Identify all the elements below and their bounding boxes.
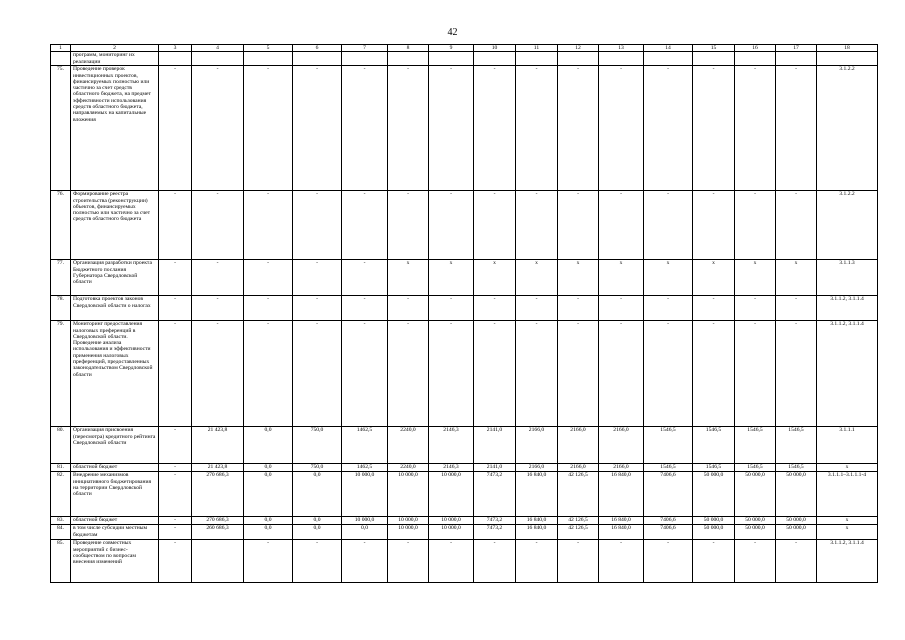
value-cell: - xyxy=(599,321,644,427)
value-cell: - xyxy=(388,296,429,321)
value-cell xyxy=(192,52,244,66)
value-cell: 1546,5 xyxy=(776,427,817,464)
value-cell: - xyxy=(776,321,817,427)
value-cell: 21 423,8 xyxy=(192,464,244,472)
value-cell xyxy=(293,52,342,66)
value-cell: 270 686,3 xyxy=(192,517,244,525)
value-cell xyxy=(735,52,776,66)
row-number: 77. xyxy=(51,260,71,296)
value-cell: 42 126,5 xyxy=(558,472,599,517)
target-ref xyxy=(817,52,878,66)
value-cell: - xyxy=(159,517,192,525)
row-name: Мониторинг предоставления налоговых преференций в Свердловской области. Проведение анализа использования и эффективности применения налоговых преференций, предоставленных законодательством Свердловской области xyxy=(71,321,159,427)
row-number: 83. xyxy=(51,517,71,525)
value-cell: - xyxy=(474,191,516,260)
value-cell: 16 840,0 xyxy=(516,517,558,525)
value-cell: - xyxy=(599,296,644,321)
value-cell xyxy=(429,52,474,66)
value-cell: - xyxy=(474,540,516,583)
value-cell: - xyxy=(293,191,342,260)
value-cell: - xyxy=(388,321,429,427)
value-cell: - xyxy=(159,472,192,517)
value-cell: 1462,5 xyxy=(342,464,388,472)
value-cell xyxy=(516,52,558,66)
value-cell: - xyxy=(644,321,693,427)
value-cell xyxy=(599,52,644,66)
value-cell: 16 840,0 xyxy=(599,472,644,517)
value-cell xyxy=(474,52,516,66)
value-cell: - xyxy=(693,540,735,583)
value-cell: 0,0 xyxy=(293,525,342,540)
value-cell: 2166,0 xyxy=(516,427,558,464)
value-cell: - xyxy=(644,191,693,260)
value-cell: x xyxy=(516,260,558,296)
row-number: 75. xyxy=(51,66,71,191)
value-cell: - xyxy=(474,296,516,321)
value-cell: 0,0 xyxy=(244,464,293,472)
header-cell: 17 xyxy=(776,45,817,52)
header-cell: 9 xyxy=(429,45,474,52)
value-cell: 750,0 xyxy=(293,427,342,464)
value-cell: x xyxy=(558,260,599,296)
row-name: Проведение совместных мероприятий с бизнес-сообществом по вопросам внесения изменений xyxy=(71,540,159,583)
value-cell: - xyxy=(159,525,192,540)
value-cell: 10 000,0 xyxy=(388,517,429,525)
value-cell: 10 000,0 xyxy=(429,517,474,525)
value-cell: 0,0 xyxy=(293,517,342,525)
header-cell: 15 xyxy=(693,45,735,52)
row-name: Внедрение механизмов инициативного бюджетирования на территории Свердловской области xyxy=(71,472,159,517)
value-cell: - xyxy=(429,191,474,260)
target-ref: 3.1.1.2, 3.1.1.4 xyxy=(817,296,878,321)
value-cell: 1546,5 xyxy=(644,427,693,464)
value-cell: - xyxy=(599,540,644,583)
value-cell: - xyxy=(693,296,735,321)
value-cell: x xyxy=(693,260,735,296)
row-number: 81. xyxy=(51,464,71,472)
value-cell: 10 000,0 xyxy=(342,517,388,525)
table-row xyxy=(51,472,878,517)
header-cell: 2 xyxy=(71,45,159,52)
row-name: Подготовка проектов законов Свердловской области о налогах xyxy=(71,296,159,321)
value-cell: - xyxy=(516,296,558,321)
value-cell: - xyxy=(516,321,558,427)
value-cell: 1546,5 xyxy=(735,464,776,472)
value-cell: 1546,5 xyxy=(693,464,735,472)
target-ref: x xyxy=(817,525,878,540)
value-cell: 270 686,3 xyxy=(192,472,244,517)
header-cell: 11 xyxy=(516,45,558,52)
table-row xyxy=(51,52,878,66)
value-cell: 50 000,0 xyxy=(776,472,817,517)
value-cell xyxy=(644,52,693,66)
table-row xyxy=(51,321,878,427)
target-ref: x xyxy=(817,517,878,525)
value-cell: - xyxy=(776,540,817,583)
target-ref: 3.1.2.2 xyxy=(817,66,878,191)
value-cell: 2166,0 xyxy=(558,464,599,472)
value-cell: 0,0 xyxy=(342,525,388,540)
value-cell: - xyxy=(159,296,192,321)
value-cell: 7406,6 xyxy=(644,472,693,517)
value-cell: - xyxy=(342,191,388,260)
value-cell xyxy=(342,52,388,66)
row-number: 84. xyxy=(51,525,71,540)
program-table xyxy=(50,44,878,583)
value-cell: - xyxy=(735,191,776,260)
value-cell: 2240,0 xyxy=(388,464,429,472)
value-cell: 1546,5 xyxy=(735,427,776,464)
value-cell: - xyxy=(244,540,293,583)
value-cell: - xyxy=(388,191,429,260)
value-cell: - xyxy=(558,540,599,583)
value-cell: 10 000,0 xyxy=(342,472,388,517)
value-cell: - xyxy=(429,66,474,191)
table-row xyxy=(51,66,878,191)
header-cell: 7 xyxy=(342,45,388,52)
row-number: 79. xyxy=(51,321,71,427)
header-cell: 14 xyxy=(644,45,693,52)
value-cell: - xyxy=(693,191,735,260)
value-cell: 16 840,0 xyxy=(516,525,558,540)
value-cell: - xyxy=(776,191,817,260)
header-cell: 6 xyxy=(293,45,342,52)
row-number: 85. xyxy=(51,540,71,583)
value-cell: - xyxy=(192,66,244,191)
value-cell: 50 000,0 xyxy=(776,517,817,525)
value-cell: - xyxy=(244,260,293,296)
table-row xyxy=(51,427,878,464)
value-cell: x xyxy=(735,260,776,296)
value-cell: 50 000,0 xyxy=(735,525,776,540)
value-cell xyxy=(244,52,293,66)
value-cell: - xyxy=(388,66,429,191)
header-cell: 1 xyxy=(51,45,71,52)
value-cell: - xyxy=(342,296,388,321)
value-cell: 2166,0 xyxy=(599,464,644,472)
value-cell: - xyxy=(159,321,192,427)
value-cell: 750,0 xyxy=(293,464,342,472)
value-cell: - xyxy=(429,321,474,427)
value-cell: x xyxy=(644,260,693,296)
table-row xyxy=(51,540,878,583)
value-cell: - xyxy=(776,296,817,321)
value-cell: - xyxy=(244,296,293,321)
value-cell: 2146,3 xyxy=(429,464,474,472)
value-cell: 2141,0 xyxy=(474,427,516,464)
target-ref: 3.1.2.2 xyxy=(817,191,878,260)
value-cell: - xyxy=(159,260,192,296)
table-row xyxy=(51,464,878,472)
value-cell: - xyxy=(558,321,599,427)
value-cell: - xyxy=(342,260,388,296)
row-name: Формирование реестра строительства (реконструкции) объектов, финансируемых полностью или частично за счет средств областного бюджета xyxy=(71,191,159,260)
value-cell: - xyxy=(159,540,192,583)
value-cell xyxy=(558,52,599,66)
value-cell: 21 423,8 xyxy=(192,427,244,464)
value-cell: - xyxy=(474,321,516,427)
value-cell: 260 686,3 xyxy=(192,525,244,540)
row-number: 76. xyxy=(51,191,71,260)
value-cell: - xyxy=(735,66,776,191)
value-cell: - xyxy=(159,191,192,260)
row-name: в том числе субсидии местным бюджетам xyxy=(71,525,159,540)
header-cell: 16 xyxy=(735,45,776,52)
target-ref: 3.1.1.3 xyxy=(817,260,878,296)
row-name: Проведение проверок инвестиционных проектов, финансируемых полностью или частично за счет средств областного бюджета, на предмет эффективности использования средств областного бюджета, направляемых на капитальные вложения xyxy=(71,66,159,191)
value-cell: 1462,5 xyxy=(342,427,388,464)
header-cell: 3 xyxy=(159,45,192,52)
value-cell: 2166,0 xyxy=(558,427,599,464)
value-cell: - xyxy=(342,66,388,191)
value-cell: 50 000,0 xyxy=(693,525,735,540)
value-cell: 50 000,0 xyxy=(735,472,776,517)
value-cell: - xyxy=(474,66,516,191)
header-cell: 12 xyxy=(558,45,599,52)
value-cell: - xyxy=(429,540,474,583)
page-number: 42 xyxy=(447,27,458,38)
value-cell: - xyxy=(693,66,735,191)
target-ref: x xyxy=(817,464,878,472)
target-ref: 3.1.1.1–3.1.1.1-4 xyxy=(817,472,878,517)
value-cell: x xyxy=(776,260,817,296)
value-cell: - xyxy=(693,321,735,427)
value-cell: - xyxy=(516,191,558,260)
value-cell: x xyxy=(429,260,474,296)
value-cell xyxy=(776,52,817,66)
value-cell: 2166,0 xyxy=(599,427,644,464)
value-cell: - xyxy=(735,296,776,321)
row-number: 82. xyxy=(51,472,71,517)
value-cell: 1546,5 xyxy=(776,464,817,472)
value-cell: - xyxy=(644,296,693,321)
value-cell: - xyxy=(735,321,776,427)
value-cell: - xyxy=(516,66,558,191)
value-cell: 42 126,5 xyxy=(558,525,599,540)
value-cell: 0,0 xyxy=(244,427,293,464)
header-cell: 13 xyxy=(599,45,644,52)
value-cell: 10 000,0 xyxy=(388,472,429,517)
value-cell: 16 840,0 xyxy=(599,517,644,525)
value-cell: 10 000,0 xyxy=(429,525,474,540)
value-cell: 7473,2 xyxy=(474,525,516,540)
value-cell: 50 000,0 xyxy=(693,517,735,525)
value-cell: - xyxy=(342,321,388,427)
value-cell xyxy=(192,540,244,583)
value-cell: - xyxy=(244,321,293,427)
value-cell: x xyxy=(388,260,429,296)
value-cell: - xyxy=(244,66,293,191)
target-ref: 3.1.1.2, 3.1.1.4 xyxy=(817,540,878,583)
value-cell: 50 000,0 xyxy=(693,472,735,517)
value-cell: - xyxy=(644,66,693,191)
table-row xyxy=(51,191,878,260)
value-cell: - xyxy=(342,540,388,583)
value-cell: - xyxy=(558,296,599,321)
value-cell: - xyxy=(159,66,192,191)
table-row xyxy=(51,525,878,540)
value-cell: - xyxy=(599,191,644,260)
header-cell: 10 xyxy=(474,45,516,52)
row-name: областной бюджет xyxy=(71,464,159,472)
value-cell: 7406,6 xyxy=(644,525,693,540)
value-cell: 16 840,0 xyxy=(516,472,558,517)
value-cell: - xyxy=(429,296,474,321)
table-row xyxy=(51,260,878,296)
value-cell: - xyxy=(558,191,599,260)
value-cell: 2166,0 xyxy=(516,464,558,472)
value-cell: 16 840,0 xyxy=(599,525,644,540)
value-cell: - xyxy=(558,66,599,191)
value-cell: 2141,0 xyxy=(474,464,516,472)
value-cell: 7473,2 xyxy=(474,517,516,525)
header-cell: 8 xyxy=(388,45,429,52)
value-cell: 0,0 xyxy=(293,472,342,517)
target-ref: 3.1.1.2, 3.1.1.4 xyxy=(817,321,878,427)
row-name: областной бюджет xyxy=(71,517,159,525)
value-cell: 0,0 xyxy=(244,525,293,540)
value-cell: - xyxy=(735,540,776,583)
value-cell: - xyxy=(599,66,644,191)
value-cell: 50 000,0 xyxy=(735,517,776,525)
table-row xyxy=(51,517,878,525)
value-cell: - xyxy=(516,540,558,583)
value-cell xyxy=(693,52,735,66)
value-cell xyxy=(388,52,429,66)
value-cell: - xyxy=(776,66,817,191)
value-cell: - xyxy=(388,540,429,583)
value-cell: 10 000,0 xyxy=(388,525,429,540)
value-cell: 0,0 xyxy=(244,472,293,517)
value-cell: 2146,3 xyxy=(429,427,474,464)
header-cell: 4 xyxy=(192,45,244,52)
row-name: Организация разработки проекта Бюджетного послания Губернатора Свердловской области xyxy=(71,260,159,296)
table-row xyxy=(51,296,878,321)
value-cell: 50 000,0 xyxy=(776,525,817,540)
value-cell: 7473,2 xyxy=(474,472,516,517)
value-cell: 7406,6 xyxy=(644,517,693,525)
value-cell: x xyxy=(474,260,516,296)
row-number: 78. xyxy=(51,296,71,321)
value-cell xyxy=(159,52,192,66)
value-cell: - xyxy=(159,464,192,472)
value-cell: - xyxy=(244,191,293,260)
value-cell: - xyxy=(192,321,244,427)
value-cell: x xyxy=(599,260,644,296)
header-cell: 18 xyxy=(817,45,878,52)
value-cell: - xyxy=(293,296,342,321)
value-cell: - xyxy=(293,321,342,427)
value-cell: - xyxy=(192,191,244,260)
header-row xyxy=(51,45,878,52)
value-cell: - xyxy=(293,260,342,296)
value-cell: - xyxy=(644,540,693,583)
row-name: программ, мониторинг их реализации xyxy=(71,52,159,66)
value-cell: - xyxy=(192,260,244,296)
value-cell: 1546,5 xyxy=(644,464,693,472)
value-cell: - xyxy=(293,540,342,583)
value-cell: 10 000,0 xyxy=(429,472,474,517)
value-cell: - xyxy=(159,427,192,464)
row-name: Организация присвоения (пересмотра) кредитного рейтинга Свердловской области xyxy=(71,427,159,464)
value-cell: 42 126,5 xyxy=(558,517,599,525)
value-cell: 0,0 xyxy=(244,517,293,525)
row-number xyxy=(51,52,71,66)
row-number: 80. xyxy=(51,427,71,464)
value-cell: 1546,5 xyxy=(693,427,735,464)
target-ref: 3.1.1.1 xyxy=(817,427,878,464)
header-cell: 5 xyxy=(244,45,293,52)
value-cell: - xyxy=(192,296,244,321)
value-cell: 2240,0 xyxy=(388,427,429,464)
value-cell: - xyxy=(293,66,342,191)
